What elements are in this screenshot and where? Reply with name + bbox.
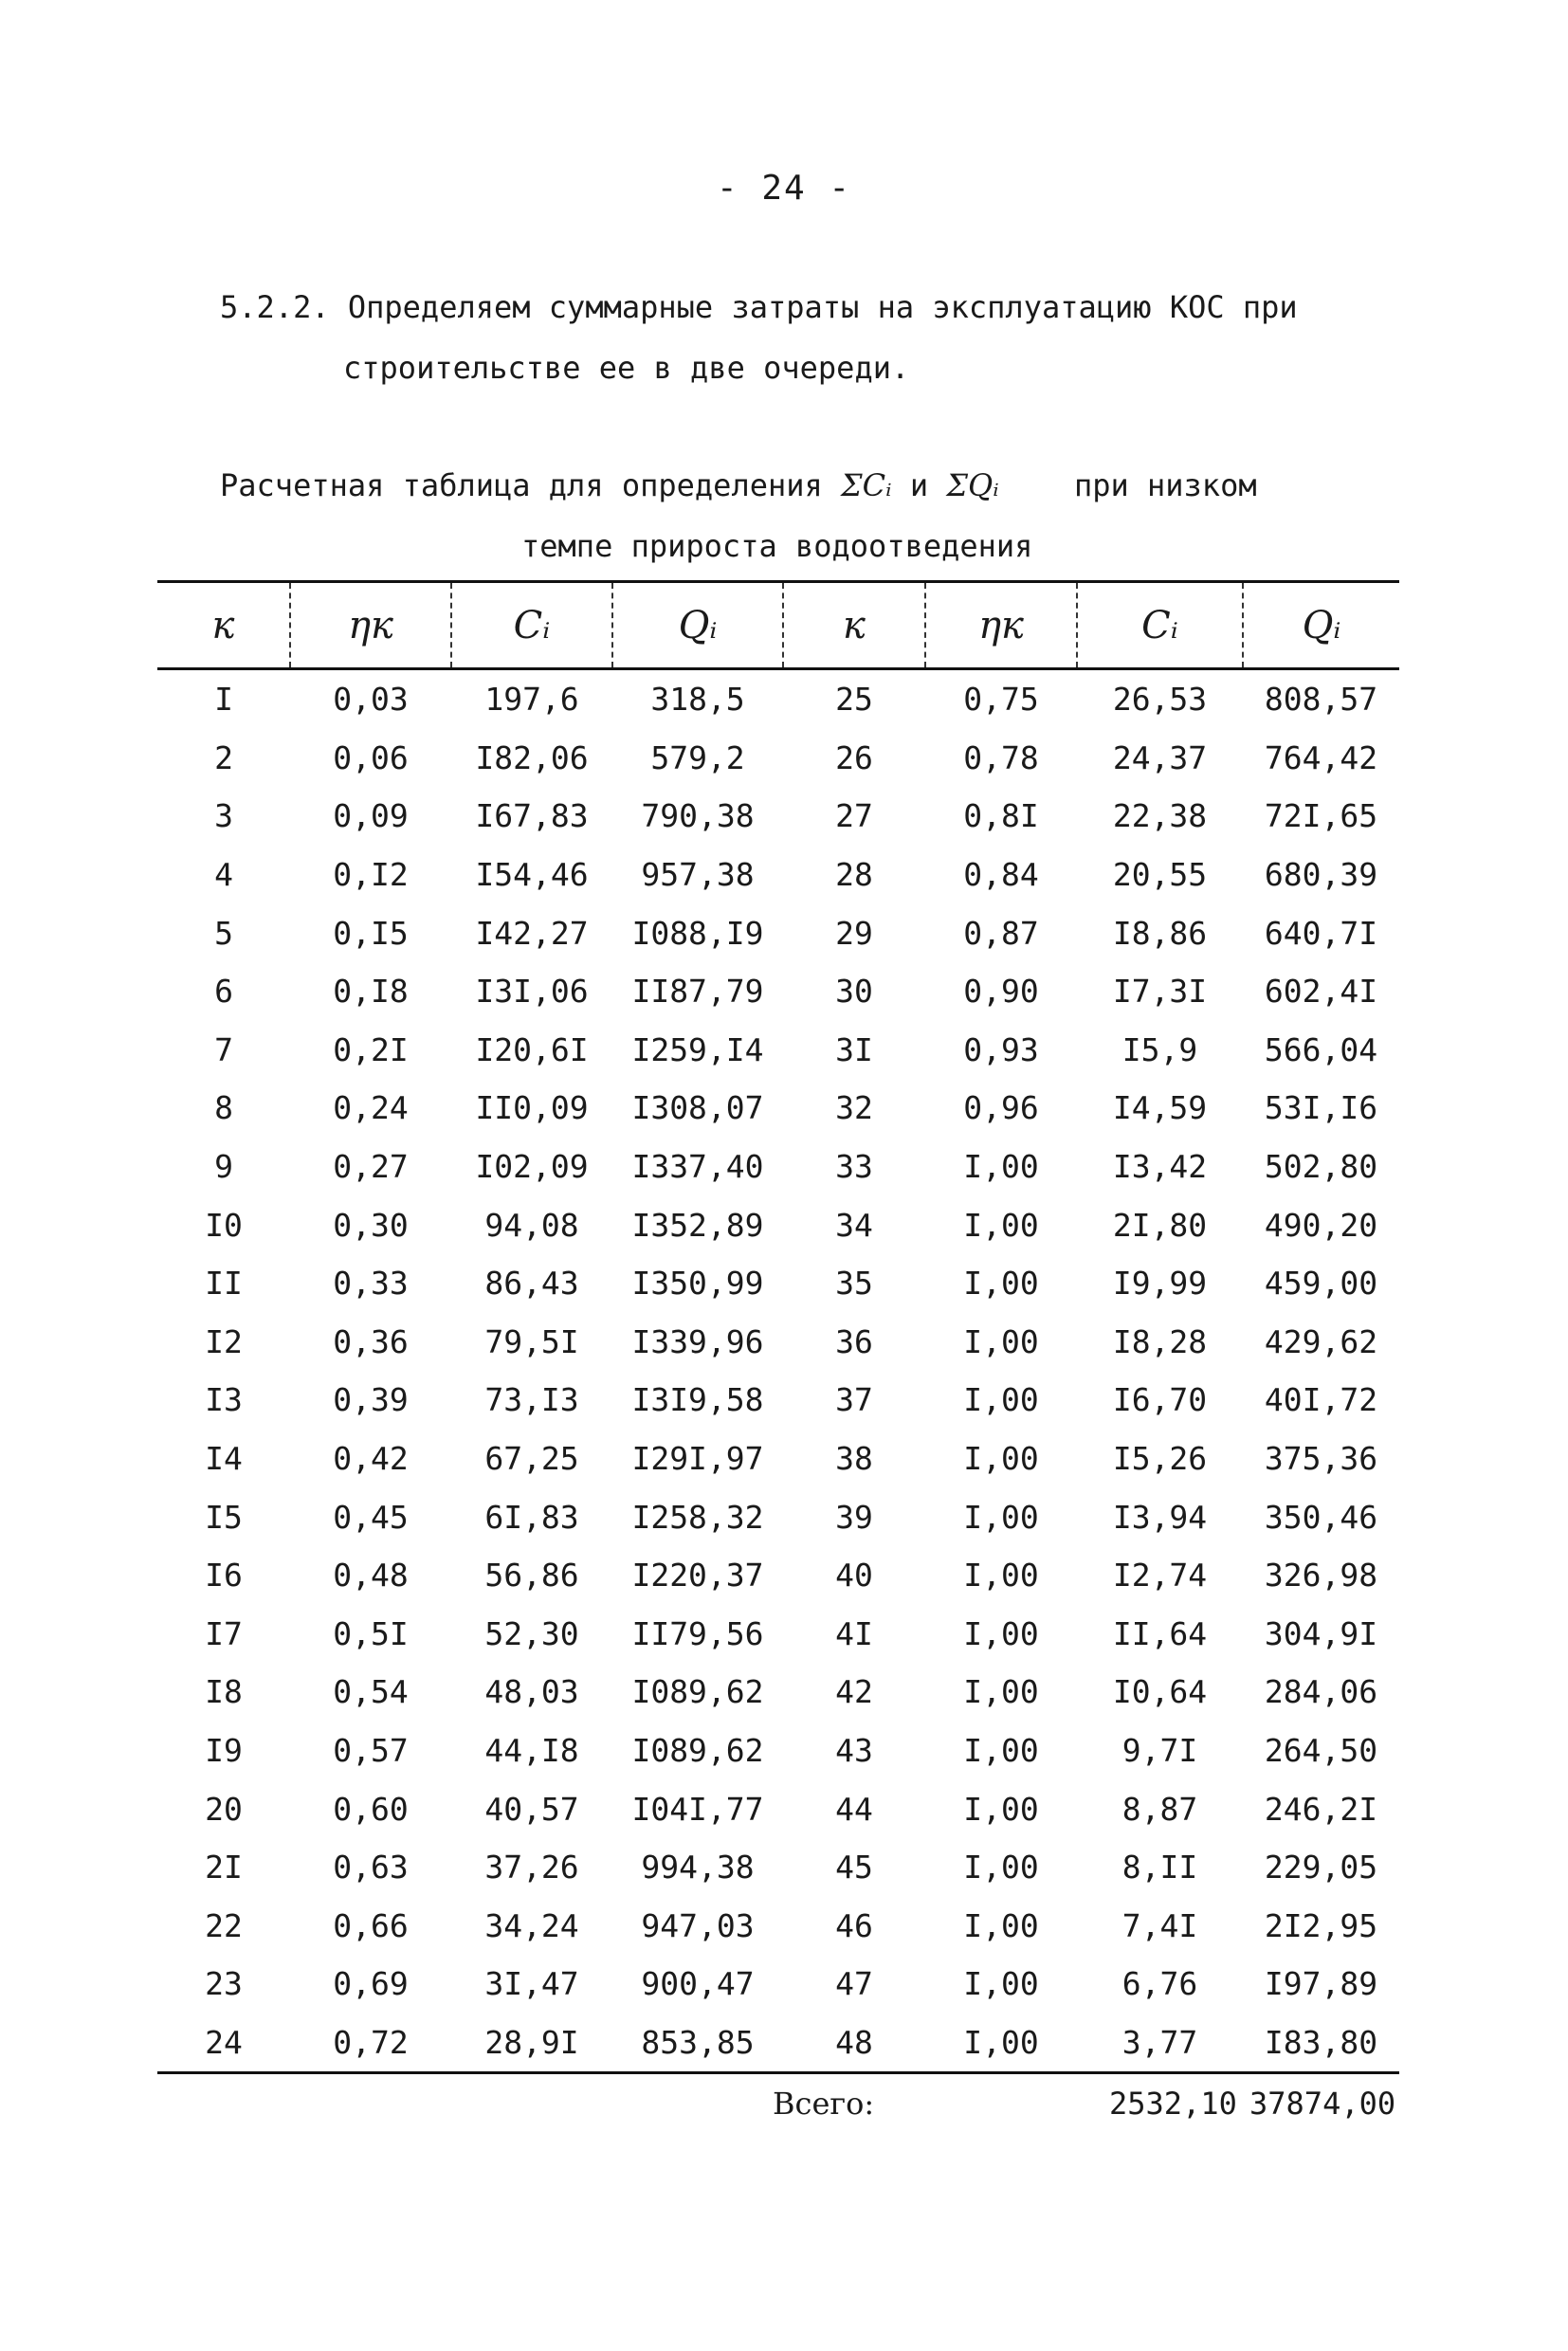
table-cell: 38	[835, 1440, 873, 1478]
table-row	[157, 962, 1399, 1021]
table-cell: 5	[214, 914, 233, 952]
header-c: Cᵢ	[451, 582, 612, 669]
table-cell: I,00	[963, 1381, 1039, 1419]
table-cell: 4	[214, 856, 233, 894]
table-cell: 900,47	[641, 1965, 755, 2003]
table-row	[157, 1430, 1399, 1488]
table-cell: 0,I8	[333, 973, 409, 1011]
table-cell: 72I,65	[1264, 797, 1378, 835]
heading-line-1: 5.2.2. Определяем суммарные затраты на эксплуатацию КОС при	[220, 289, 1298, 325]
table-cell: 0,36	[333, 1322, 409, 1360]
table-cell: I20,6I	[475, 1030, 589, 1068]
header-c-2: Cᵢ	[1077, 582, 1243, 669]
table-cell: 28,9I	[451, 2014, 612, 2073]
caption-sum-q: ΣQᵢ	[946, 467, 999, 503]
table-cell: 0,27	[333, 1148, 409, 1186]
table-cell: I339,96	[631, 1322, 764, 1360]
page-number: - 24 -	[716, 169, 852, 208]
table-row	[157, 1487, 1399, 1546]
table-cell: I,00	[963, 1965, 1039, 2003]
table-cell: 34,24	[484, 1906, 579, 1944]
table-cell: I350,99	[631, 1265, 764, 1303]
table-row	[157, 669, 1399, 729]
table-cell: 26	[835, 738, 873, 776]
table-cell: 0,93	[963, 1030, 1039, 1068]
table-cell: 44	[835, 1790, 873, 1828]
table-cell: 0,78	[963, 738, 1039, 776]
calculation-table	[157, 580, 1399, 2074]
caption-suffix: при низком	[1073, 467, 1257, 503]
table-cell: 24,37	[1112, 738, 1208, 776]
table-cell: 42	[835, 1673, 873, 1711]
heading-line-2: строительстве ее в две очереди.	[343, 350, 910, 386]
table-cell: I089,62	[631, 1731, 764, 1769]
header-eta: ηк	[290, 582, 451, 669]
table-cell: 0,72	[290, 2014, 451, 2073]
table-cell: 3I,47	[484, 1965, 579, 2003]
table-cell: 0,I2	[333, 856, 409, 894]
caption-line-2: темпе прироста водоотведения	[521, 528, 1033, 564]
table-cell: 23	[205, 1965, 243, 2003]
table-cell: 7,4I	[1121, 1906, 1198, 1944]
table-cell: 2I	[205, 1849, 243, 1886]
table-cell: I220,37	[631, 1557, 764, 1595]
table-cell: 6I,83	[484, 1498, 579, 1536]
table-cell: 229,05	[1264, 1849, 1378, 1886]
table-cell: 47	[835, 1965, 873, 2003]
header-q-2: Qᵢ	[1243, 582, 1399, 669]
table-cell: 8,II	[1121, 1849, 1198, 1886]
table-cell: I3,42	[1112, 1148, 1208, 1186]
table-row	[157, 1371, 1399, 1430]
table-cell: 39	[835, 1498, 873, 1536]
table-cell: 853,85	[612, 2014, 783, 2073]
table-cell: I8,86	[1112, 914, 1208, 952]
table-cell: 0,45	[333, 1498, 409, 1536]
table-cell: 24	[157, 2014, 290, 2073]
table-row	[157, 1722, 1399, 1780]
table-cell: 44,I8	[484, 1731, 579, 1769]
table-cell: I259,I4	[631, 1030, 764, 1068]
table-cell: 490,20	[1264, 1206, 1378, 1244]
table-cell: 0,48	[333, 1557, 409, 1595]
table-cell: 429,62	[1264, 1322, 1378, 1360]
header-q: Qᵢ	[612, 582, 783, 669]
table-cell: 2I,80	[1112, 1206, 1208, 1244]
table-cell: 0,30	[333, 1206, 409, 1244]
table-cell: I,00	[963, 1849, 1039, 1886]
table-cell: I,00	[963, 1440, 1039, 1478]
table-cell: I5	[205, 1498, 243, 1536]
table-cell: 33	[835, 1148, 873, 1186]
caption-sum-c: ΣCᵢ	[841, 467, 892, 503]
table-row	[157, 1546, 1399, 1605]
table-cell: I54,46	[475, 856, 589, 894]
table-cell: 957,38	[641, 856, 755, 894]
table-cell: 246,2I	[1264, 1790, 1378, 1828]
table-cell: 28	[835, 856, 873, 894]
table-cell: I04I,77	[631, 1790, 764, 1828]
table-row	[157, 1779, 1399, 1838]
table-cell: 34	[835, 1206, 873, 1244]
table-cell: I6	[205, 1557, 243, 1595]
table-cell: I7	[205, 1614, 243, 1652]
table-cell: 48,03	[484, 1673, 579, 1711]
table-cell: II0,09	[475, 1089, 589, 1127]
table-cell: 67,25	[484, 1440, 579, 1478]
table-cell: 0,90	[963, 973, 1039, 1011]
table-cell: II,64	[1112, 1614, 1208, 1652]
table-cell: 808,57	[1264, 681, 1378, 719]
table-cell: I97,89	[1264, 1965, 1378, 2003]
table-cell: I29I,97	[631, 1440, 764, 1478]
table-cell: 0,24	[333, 1089, 409, 1127]
table-cell: 3,77	[1077, 2014, 1243, 2073]
table-cell: 40I,72	[1264, 1381, 1378, 1419]
table-cell: I8,28	[1112, 1322, 1208, 1360]
table-cell: 375,36	[1264, 1440, 1378, 1478]
table-row	[157, 1195, 1399, 1254]
table-cell: 37,26	[484, 1849, 579, 1886]
table-cell: 9,7I	[1121, 1731, 1198, 1769]
caption-prefix: Расчетная таблица для определения	[220, 467, 823, 503]
table-cell: 8,87	[1121, 1790, 1198, 1828]
table-cell: 0,03	[333, 681, 409, 719]
table-cell: I,00	[963, 1614, 1039, 1652]
table-cell: 37	[835, 1381, 873, 1419]
table-cell: 0,96	[963, 1089, 1039, 1127]
table-cell: 30	[835, 973, 873, 1011]
table-cell: 0,57	[333, 1731, 409, 1769]
table-cell: I4,59	[1112, 1089, 1208, 1127]
table-cell: 3	[214, 797, 233, 835]
table-cell: 350,46	[1264, 1498, 1378, 1536]
table-cell: 20,55	[1112, 856, 1208, 894]
table-cell: I352,89	[631, 1206, 764, 1244]
table-cell: I258,32	[631, 1498, 764, 1536]
table-cell: 7	[214, 1030, 233, 1068]
table-cell: I,00	[963, 1731, 1039, 1769]
table-cell: 53I,I6	[1264, 1089, 1378, 1127]
table-cell: 0,42	[333, 1440, 409, 1478]
table-row	[157, 729, 1399, 788]
table-cell: I088,I9	[631, 914, 764, 952]
table-cell: 40	[835, 1557, 873, 1595]
table-cell: 52,30	[484, 1614, 579, 1652]
table-cell: 22	[205, 1906, 243, 1944]
table-cell: 6	[214, 973, 233, 1011]
table-cell: 459,00	[1264, 1265, 1378, 1303]
table-row	[157, 1955, 1399, 2014]
table-cell: 27	[835, 797, 873, 835]
table-row	[157, 846, 1399, 904]
table-cell: 32	[835, 1089, 873, 1127]
table-cell: 0,I5	[333, 914, 409, 952]
table-cell: I2	[205, 1322, 243, 1360]
table-cell: I83,80	[1243, 2014, 1399, 2073]
table-row	[157, 1838, 1399, 1897]
table-cell: 579,2	[650, 738, 745, 776]
table-cell: 0,84	[963, 856, 1039, 894]
table-header-row	[157, 582, 1399, 669]
table-cell: 56,86	[484, 1557, 579, 1595]
table-cell: 3I	[835, 1030, 873, 1068]
table-cell: 40,57	[484, 1790, 579, 1828]
table-cell: I5,9	[1121, 1030, 1198, 1068]
table-cell: 8	[214, 1089, 233, 1127]
table-cell: 22,38	[1112, 797, 1208, 835]
section-heading	[220, 277, 1358, 398]
table-cell: I8	[205, 1673, 243, 1711]
table-cell: I5,26	[1112, 1440, 1208, 1478]
table-cell: I,00	[963, 1322, 1039, 1360]
caption-and: и	[909, 467, 929, 503]
table-cell: I,00	[963, 1206, 1039, 1244]
table-cell: 35	[835, 1265, 873, 1303]
table-cell: I42,27	[475, 914, 589, 952]
table-cell: 304,9I	[1264, 1614, 1378, 1652]
table-row	[157, 1605, 1399, 1664]
caption-line-1	[220, 455, 1358, 516]
table-cell: 94,08	[484, 1206, 579, 1244]
table-cell: 994,38	[641, 1849, 755, 1886]
table-cell: 602,4I	[1264, 973, 1378, 1011]
table-cell: 2	[214, 738, 233, 776]
table-cell: I02,09	[475, 1148, 589, 1186]
table-cell: I089,62	[631, 1673, 764, 1711]
table-cell: 0,06	[333, 738, 409, 776]
header-k: к	[157, 582, 290, 669]
table-cell: I3I,06	[475, 973, 589, 1011]
table-row	[157, 1254, 1399, 1313]
table-cell: 0,33	[333, 1265, 409, 1303]
header-eta-2: ηк	[925, 582, 1077, 669]
table-cell: I2,74	[1112, 1557, 1208, 1595]
total-sum-q: 37874,00	[1249, 2086, 1396, 2122]
table-cell: 502,80	[1264, 1148, 1378, 1186]
table-cell: 264,50	[1264, 1731, 1378, 1769]
table-cell: I82,06	[475, 738, 589, 776]
table-cell: I	[214, 681, 233, 719]
table-row	[157, 787, 1399, 846]
table-cell: 9	[214, 1148, 233, 1186]
table-cell: 0,8I	[963, 797, 1039, 835]
table-cell: 0,2I	[333, 1030, 409, 1068]
total-sum-c: 2532,10	[1109, 2086, 1237, 2122]
table-cell: 73,I3	[484, 1381, 579, 1419]
table-cell: 0,5I	[333, 1614, 409, 1652]
table-cell: I0,64	[1112, 1673, 1208, 1711]
total-label: Всего:	[773, 2086, 875, 2122]
table-cell: I7,3I	[1112, 973, 1208, 1011]
header-k-2: к	[783, 582, 925, 669]
table-cell: 0,75	[963, 681, 1039, 719]
table-row	[157, 1663, 1399, 1722]
table-cell: 0,39	[333, 1381, 409, 1419]
table-cell: I,00	[963, 1906, 1039, 1944]
table-cell: I,00	[963, 1790, 1039, 1828]
table-cell: 20	[205, 1790, 243, 1828]
table-cell: 46	[835, 1906, 873, 1944]
table-body	[157, 669, 1399, 2073]
table-cell: 0,69	[333, 1965, 409, 2003]
table-cell: 43	[835, 1731, 873, 1769]
table-cell: I,00	[963, 1557, 1039, 1595]
table-cell: 26,53	[1112, 681, 1208, 719]
table-row	[157, 903, 1399, 962]
table-cell: I,00	[925, 2014, 1077, 2073]
table-cell: 45	[835, 1849, 873, 1886]
table-cell: 197,6	[484, 681, 579, 719]
table-cell: 0,54	[333, 1673, 409, 1711]
table-cell: I,00	[963, 1265, 1039, 1303]
table-cell: 36	[835, 1322, 873, 1360]
table-cell: 640,7I	[1264, 914, 1378, 952]
table-row	[157, 1079, 1399, 1138]
table-cell: I3I9,58	[631, 1381, 764, 1419]
table-cell: 0,09	[333, 797, 409, 835]
table-cell: II79,56	[631, 1614, 764, 1652]
table-cell: I67,83	[475, 797, 589, 835]
table-cell: I3	[205, 1381, 243, 1419]
table-cell: 48	[783, 2014, 925, 2073]
table-cell: 0,87	[963, 914, 1039, 952]
table-row	[157, 1313, 1399, 1372]
table-cell: 326,98	[1264, 1557, 1378, 1595]
table-cell: 25	[835, 681, 873, 719]
table-cell: I3,94	[1112, 1498, 1208, 1536]
table-cell: 79,5I	[484, 1322, 579, 1360]
table-cell: I308,07	[631, 1089, 764, 1127]
table-cell: 947,03	[641, 1906, 755, 1944]
table-cell: II	[205, 1265, 243, 1303]
table-row	[157, 1896, 1399, 1955]
table-cell: 790,38	[641, 797, 755, 835]
table-cell: 318,5	[650, 681, 745, 719]
table-row	[157, 1138, 1399, 1196]
table-cell: 0,66	[333, 1906, 409, 1944]
table-cell: I9	[205, 1731, 243, 1769]
table-caption	[220, 455, 1358, 576]
table-cell: 764,42	[1264, 738, 1378, 776]
table-cell: 29	[835, 914, 873, 952]
table-cell: 566,04	[1264, 1030, 1378, 1068]
table-cell: I4	[205, 1440, 243, 1478]
table-cell: I0	[205, 1206, 243, 1244]
table-cell: 0,60	[333, 1790, 409, 1828]
table-cell: I,00	[963, 1498, 1039, 1536]
table-row	[157, 2014, 1399, 2073]
table-cell: I9,99	[1112, 1265, 1208, 1303]
table-cell: I337,40	[631, 1148, 764, 1186]
table-cell: II87,79	[631, 973, 764, 1011]
table-cell: 86,43	[484, 1265, 579, 1303]
table-cell: 680,39	[1264, 856, 1378, 894]
table-cell: 4I	[835, 1614, 873, 1652]
table-cell: 6,76	[1121, 1965, 1198, 2003]
table-cell: I,00	[963, 1148, 1039, 1186]
table-cell: 284,06	[1264, 1673, 1378, 1711]
table-cell: I,00	[963, 1673, 1039, 1711]
table-row	[157, 1021, 1399, 1080]
table-cell: 2I2,95	[1264, 1906, 1378, 1944]
table-cell: I6,70	[1112, 1381, 1208, 1419]
table-cell: 0,63	[333, 1849, 409, 1886]
